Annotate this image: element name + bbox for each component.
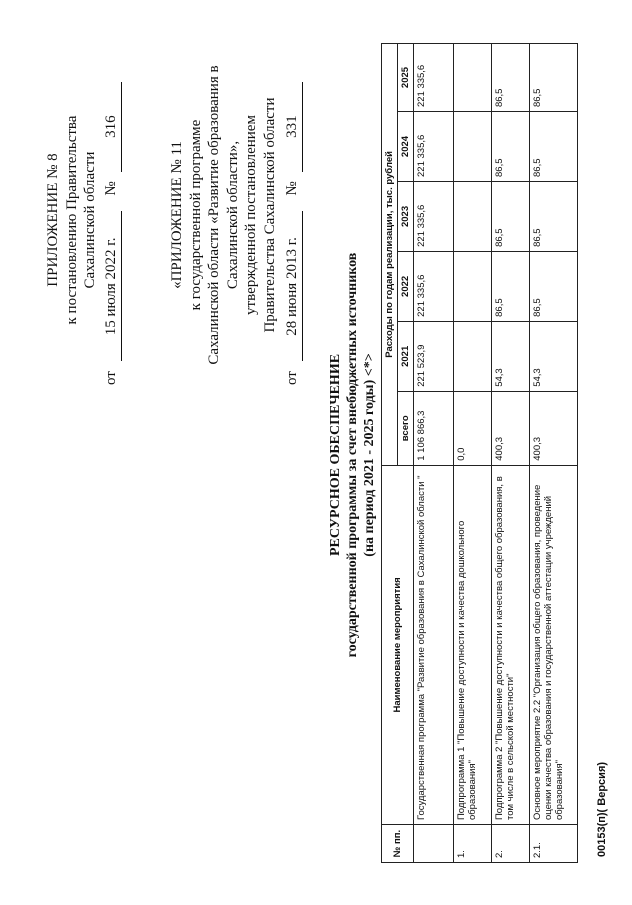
table-row xyxy=(414,44,454,863)
appendix-11-date-line xyxy=(283,45,303,385)
col-group-header: Расходы по годам реализации, тыс. рублей xyxy=(382,44,398,466)
row-value-2022: 86,5 xyxy=(492,251,530,321)
appendix-8-line2: Сахалинской области xyxy=(82,151,98,289)
table-row xyxy=(530,44,578,863)
row-value-2021: 221 523,9 xyxy=(414,321,454,391)
row-value-2024 xyxy=(454,112,492,182)
row-value-2023: 221 335,6 xyxy=(414,181,454,251)
row-number: 2. xyxy=(492,825,530,863)
appendix-8-block xyxy=(44,55,100,385)
row-name: Подпрограмма 2 "Повышение доступности и качества общего образования, в том числе в сельской местности" xyxy=(492,465,530,824)
row-value-2025: 221 335,6 xyxy=(414,44,454,112)
row-value-2021 xyxy=(454,321,492,391)
heading-line3: (на период 2021 - 2025 годы) <*> xyxy=(362,353,377,557)
row-value-2022: 86,5 xyxy=(530,251,578,321)
row-value-2022 xyxy=(454,251,492,321)
row-value-2024: 221 335,6 xyxy=(414,112,454,182)
col-year-header: 2025 xyxy=(398,44,414,112)
appendix-11-line2: Сахалинской области «Развитие образования в xyxy=(206,65,222,365)
row-value-2023: 86,5 xyxy=(492,181,530,251)
row-value-2021: 54,3 xyxy=(530,321,578,391)
col-name-header: Наименование мероприятия xyxy=(382,465,414,824)
row-value-2025 xyxy=(454,44,492,112)
appendix-8-title: ПРИЛОЖЕНИЕ № 8 xyxy=(45,153,61,287)
row-total: 0,0 xyxy=(454,391,492,465)
row-number xyxy=(414,825,454,863)
col-year-header: 2023 xyxy=(398,181,414,251)
row-name: Основное мероприятие 2.2 "Организация общего образования, проведение оценки качества образования и государственной аттестации учреждений образования" xyxy=(530,465,578,824)
appendix-11-line1: к государственной программе xyxy=(187,119,204,311)
appendix-8-line1: к постановлению Правительства xyxy=(63,115,80,325)
appendix-11-number: 331 xyxy=(283,82,303,172)
row-value-2024: 86,5 xyxy=(492,112,530,182)
col-year-header: 2021 xyxy=(398,321,414,391)
appendix-11-date: 28 июня 2013 г. xyxy=(283,211,303,361)
appendix-11-line3: Сахалинской области», xyxy=(224,140,241,290)
appendix-11-line5: Правительства Сахалинской области xyxy=(261,97,278,333)
appendix-11-from: от xyxy=(284,371,300,385)
document-footer-code: 00153(п)( Версия) xyxy=(596,761,608,857)
row-value-2023: 86,5 xyxy=(530,181,578,251)
header-row-1 xyxy=(382,44,398,863)
appendix-11-no-label: № xyxy=(284,181,300,196)
row-value-2023 xyxy=(454,181,492,251)
table-row xyxy=(492,44,530,863)
row-name: Подпрограмма 1 "Повышение доступности и качества дошкольного образования" xyxy=(454,465,492,824)
row-total: 400,3 xyxy=(530,391,578,465)
col-year-header: 2024 xyxy=(398,112,414,182)
col-year-header: 2022 xyxy=(398,251,414,321)
appendix-8-date: 15 июля 2022 г. xyxy=(102,211,122,361)
col-no-header: № пп. xyxy=(382,825,414,863)
appendix-8-from: от xyxy=(103,371,119,385)
row-value-2025: 86,5 xyxy=(530,44,578,112)
row-number: 1. xyxy=(454,825,492,863)
row-value-2021: 54,3 xyxy=(492,321,530,391)
row-value-2024: 86,5 xyxy=(530,112,578,182)
table-row xyxy=(454,44,492,863)
appendix-8-no-label: № xyxy=(103,181,119,196)
heading-line1: РЕСУРСНОЕ ОБЕСПЕЧЕНИЕ xyxy=(328,353,343,557)
appendix-8-number: 316 xyxy=(102,82,122,172)
appendix-11-block xyxy=(168,45,279,385)
appendix-11-title: «ПРИЛОЖЕНИЕ № 11 xyxy=(169,141,185,289)
resource-table xyxy=(381,43,578,863)
appendix-11-line4: утвержденной постановлением xyxy=(243,115,259,315)
row-value-2022: 221 335,6 xyxy=(414,251,454,321)
row-total: 1 106 866,3 xyxy=(414,391,454,465)
row-value-2025: 86,5 xyxy=(492,44,530,112)
heading-line2: государственной программы за счет внебюджетных источников xyxy=(345,252,360,658)
row-name: Государственная программа "Развитие образования в Сахалинской области " xyxy=(414,465,454,824)
row-total: 400,3 xyxy=(492,391,530,465)
appendix-8-date-line xyxy=(102,55,122,385)
col-total-header: всего xyxy=(398,391,414,465)
row-number: 2.1. xyxy=(530,825,578,863)
